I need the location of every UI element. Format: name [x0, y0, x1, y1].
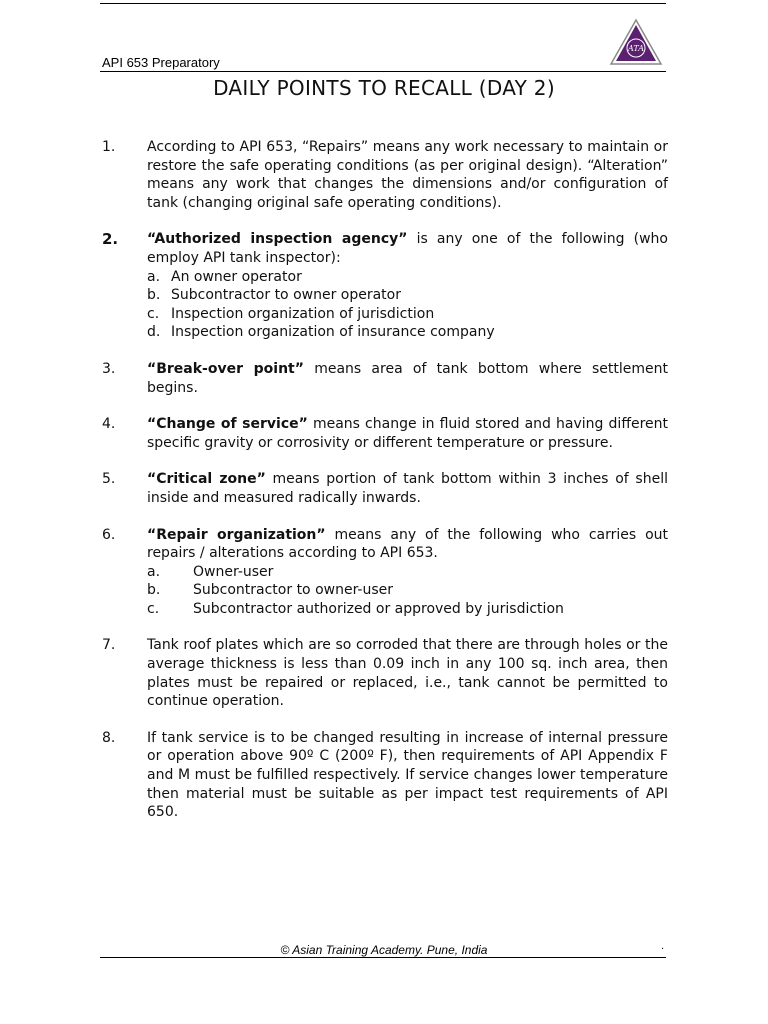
sub-letter: d. [147, 324, 161, 341]
sub-list [147, 563, 668, 619]
header-title: API 653 Preparatory [102, 55, 220, 70]
page-title: DAILY POINTS TO RECALL (DAY 2) [213, 76, 555, 100]
item-text: According to API 653, “Repairs” means any work necessary to maintain or restore the safe operating conditions (as per original design). “Alteration” means any work that changes the dimensions and/or configuration of tank (changing original safe operating conditions). [147, 139, 668, 211]
sub-text: Inspection organization of jurisdiction [171, 305, 435, 322]
sub-letter: b. [147, 287, 161, 304]
list-item [100, 415, 668, 452]
top-rule [100, 3, 666, 4]
sub-letter: a. [147, 563, 161, 580]
sub-item [147, 323, 668, 342]
sub-item [147, 563, 668, 582]
sub-item [147, 581, 668, 600]
item-text: Tank roof plates which are so corroded that there are through holes or the average thickness is less than 0.09 inch in any 100 sq. inch area, then plates must be repaired or replaced, i.e., tank cannot be permitted to continue operation. [147, 637, 668, 710]
item-text: means change in fluid stored and having different specific gravity or corrosivity or different temperature or pressure. [147, 416, 668, 451]
item-number: 5. [102, 471, 116, 488]
item-text: means portion of tank bottom within 3 inches of shell inside and measured radically inwards. [147, 471, 668, 506]
points-list [100, 138, 668, 822]
header-rule [100, 71, 666, 72]
item-number: 7. [102, 637, 116, 654]
footer-copyright: © Asian Training Academy. Pune, India [280, 943, 488, 957]
logo-text: ATA [627, 44, 645, 53]
item-term: “Critical zone” [147, 471, 266, 488]
sub-letter: b. [147, 582, 161, 599]
sub-letter: c. [147, 305, 160, 322]
list-item [100, 360, 668, 397]
sub-text: Owner-user [193, 563, 274, 580]
item-term: “Authorized inspection agency” [147, 231, 408, 248]
item-term: “Repair organization” [147, 526, 326, 543]
sub-item [147, 305, 668, 324]
item-number: 4. [102, 416, 116, 433]
item-text: means any of the following who carries out repairs / alterations according to API 653. [147, 526, 668, 562]
list-item [100, 470, 668, 507]
academy-logo [609, 18, 663, 66]
item-term: “Change of service” [147, 416, 308, 433]
item-number: 2. [102, 230, 119, 249]
sub-item [147, 600, 668, 619]
sub-list [147, 268, 668, 342]
item-text: means area of tank bottom where settlement begins. [147, 360, 669, 396]
list-item [100, 636, 668, 710]
sub-text: Subcontractor authorized or approved by jurisdiction [193, 600, 564, 617]
footer-rule [100, 957, 666, 958]
sub-letter: a. [147, 268, 161, 285]
sub-item [147, 286, 668, 305]
item-text: If tank service is to be changed resulting in increase of internal pressure or operation above 90º C (200º F), then requirements of API Appendix F and M must be fulfilled respectively. If service changes lower temperature then material must be suitable as per impact test requirements of API 650. [147, 729, 668, 821]
item-number: 3. [102, 360, 116, 377]
item-number: 1. [102, 139, 116, 155]
footer-dot: . [661, 941, 665, 952]
list-item [100, 230, 668, 342]
sub-text: Subcontractor to owner-user [193, 582, 394, 599]
sub-text: An owner operator [171, 268, 302, 285]
list-item [100, 526, 668, 619]
list-item [100, 138, 668, 212]
sub-item [147, 268, 668, 287]
sub-text: Subcontractor to owner operator [171, 287, 401, 304]
item-text: is any one of the following (who employ API tank inspector): [147, 231, 668, 266]
item-term: “Break-over point” [147, 360, 304, 377]
item-number: 8. [102, 729, 116, 746]
item-number: 6. [102, 526, 116, 543]
sub-text: Inspection organization of insurance company [171, 324, 495, 341]
sub-letter: c. [147, 600, 160, 617]
list-item [100, 729, 668, 822]
